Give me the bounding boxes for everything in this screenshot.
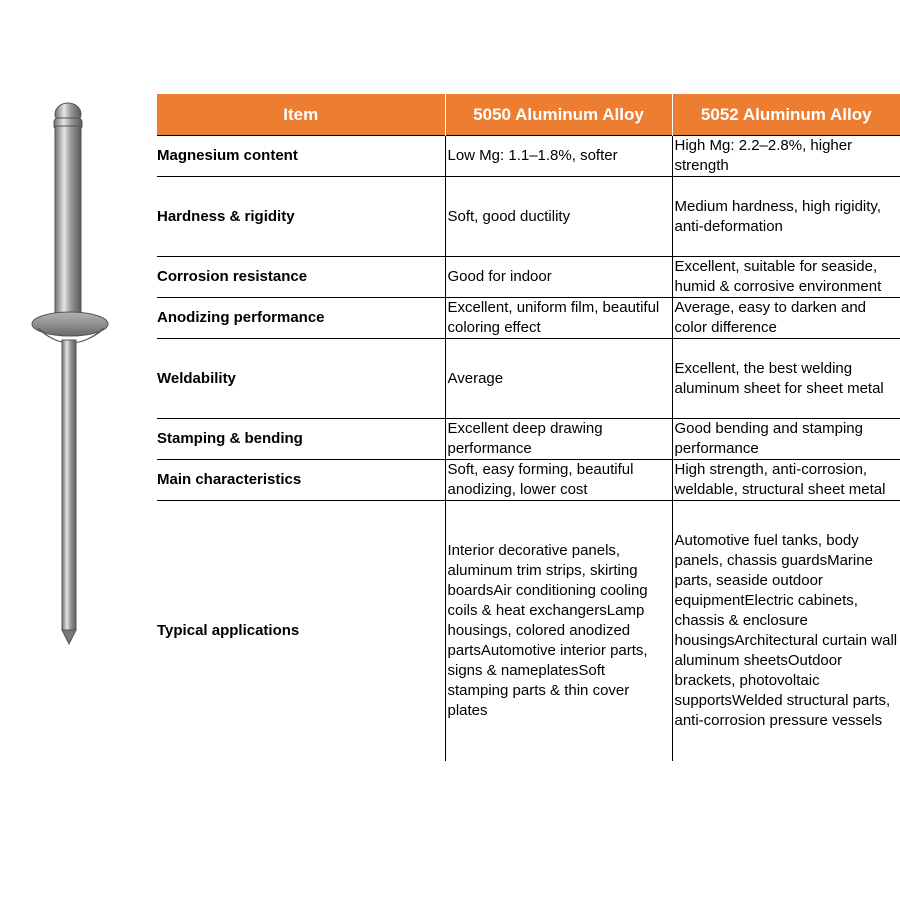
cell-5052: High strength, anti-corrosion, weldable, structural sheet metal <box>672 460 900 501</box>
table-row <box>157 339 900 419</box>
table-header-row <box>157 94 900 136</box>
cell-5052: Average, easy to darken and color difference <box>672 298 900 339</box>
row-label: Main characteristics <box>157 460 445 501</box>
cell-5052: High Mg: 2.2–2.8%, higher strength <box>672 136 900 177</box>
table-row <box>157 460 900 501</box>
cell-5050: Good for indoor <box>445 257 672 298</box>
cell-5052: Excellent, suitable for seaside, humid & corrosive environment <box>672 257 900 298</box>
cell-5052: Good bending and stamping performance <box>672 419 900 460</box>
cell-5050: Average <box>445 339 672 419</box>
table-row <box>157 501 900 761</box>
table-row <box>157 298 900 339</box>
table-row <box>157 177 900 257</box>
header-item: Item <box>157 94 445 136</box>
table-row <box>157 257 900 298</box>
cell-5052: Automotive fuel tanks, body panels, chassis guardsMarine parts, seaside outdoor equipmentElectric cabinets, chassis & enclosure housingsArchitectural curtain wall aluminum sheetsOutdoor brackets, photovoltaic supportsWelded structural parts, anti-corrosion pressure vessels <box>672 501 900 761</box>
cell-5052: Excellent, the best welding aluminum sheet for sheet metal <box>672 339 900 419</box>
cell-5050: Excellent deep drawing performance <box>445 419 672 460</box>
table-row <box>157 136 900 177</box>
cell-5050: Excellent, uniform film, beautiful coloring effect <box>445 298 672 339</box>
row-label: Anodizing performance <box>157 298 445 339</box>
header-5050: 5050 Aluminum Alloy <box>445 94 672 136</box>
cell-5050: Low Mg: 1.1–1.8%, softer <box>445 136 672 177</box>
row-label: Magnesium content <box>157 136 445 177</box>
cell-5050: Soft, good ductility <box>445 177 672 257</box>
row-label: Stamping & bending <box>157 419 445 460</box>
row-label: Typical applications <box>157 501 445 761</box>
row-label: Weldability <box>157 339 445 419</box>
cell-5050: Interior decorative panels, aluminum trim strips, skirting boardsAir conditioning cooling coils & heat exchangersLamp housings, colored anodized partsAutomotive interior parts, signs & nameplatesSoft stamping parts & thin cover plates <box>445 501 672 761</box>
blind-rivet-icon <box>28 96 118 646</box>
row-label: Corrosion resistance <box>157 257 445 298</box>
table-row <box>157 419 900 460</box>
row-label: Hardness & rigidity <box>157 177 445 257</box>
comparison-table <box>157 94 900 761</box>
header-5052: 5052 Aluminum Alloy <box>672 94 900 136</box>
cell-5052: Medium hardness, high rigidity, anti-deformation <box>672 177 900 257</box>
cell-5050: Soft, easy forming, beautiful anodizing, lower cost <box>445 460 672 501</box>
